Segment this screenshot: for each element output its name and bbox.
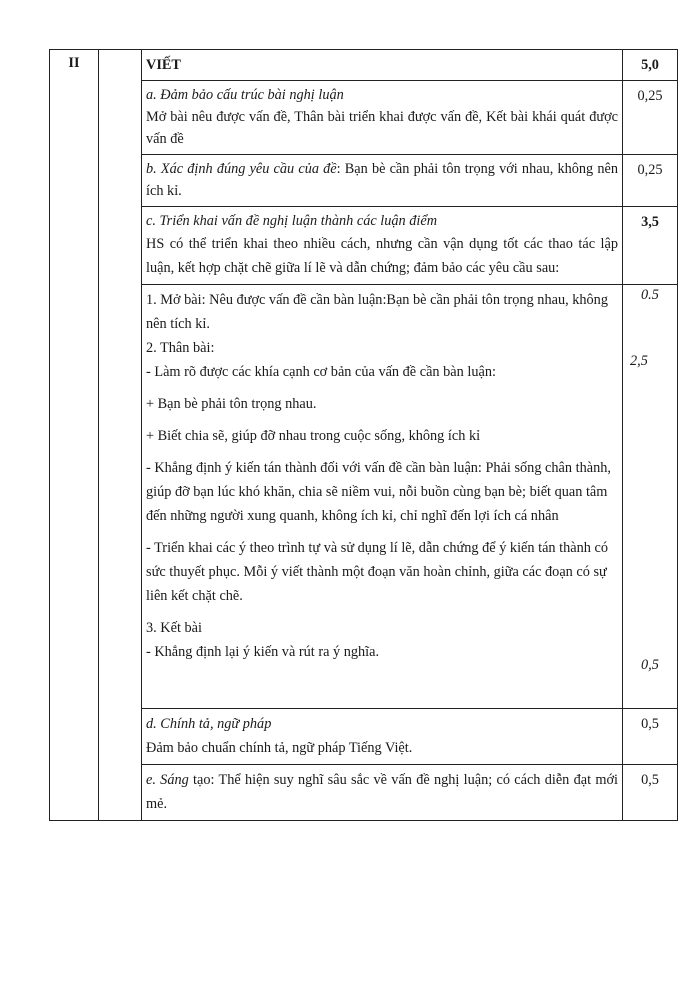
criterion-e-label: e. Sáng: [146, 772, 189, 788]
criterion-row-a: [50, 81, 678, 155]
detail-develop: - Triển khai các ý theo trình tự và sử dụng lí lẽ, dẫn chứng để ý kiến tán thành có sức thuyết phục. Mỗi ý viết thành một đoạn văn hoàn chỉnh, giữa các đoạn có sự liên kết chặt chẽ.: [146, 540, 608, 604]
score-close: 0,5: [641, 657, 659, 673]
criterion-b-score: 0,25: [623, 155, 678, 207]
criterion-c-text: HS có thể triển khai theo nhiều cách, nhưng cần vận dụng tốt các thao tác lập luận, kết hợp chặt chẽ giữa lí lẽ và dẫn chứng; đảm bảo các yêu cầu sau:: [146, 236, 618, 276]
detail-affirm: - Khẳng định ý kiến tán thành đối với vấn đề cần bàn luận: Phải sống chân thành, giúp đỡ bạn lúc khó khăn, chia sẽ niềm vui, nỗi buồn cùng bạn bè; biết quan tâm đến những người xung quanh, không ích kỉ, chỉ nghĩ đến lợi ích cá nhân: [146, 460, 611, 524]
criterion-d-score: 0,5: [623, 709, 678, 765]
criterion-b-label: b. Xác định đúng yêu cầu của đề: [146, 161, 337, 177]
empty-cell: [99, 50, 142, 821]
criterion-detail-content: [142, 285, 623, 709]
criterion-a-text: Mở bài nêu được vấn đề, Thân bài triển khai được vấn đề, Kết bài khái quát được vấn đề: [146, 109, 618, 147]
score-open: 0.5: [641, 287, 659, 303]
criterion-b-text: : Bạn bè cần phải tôn trọng với nhau, không nên ích kỉ.: [146, 161, 618, 199]
criterion-c-label: c. Triển khai vấn đề nghị luận thành các luận điểm: [146, 213, 438, 229]
criterion-c-content: [142, 207, 623, 285]
detail-open: 1. Mở bài: Nêu được vấn đề cần bàn luận:Bạn bè cần phải tôn trọng nhau, không nên tích kỉ.: [146, 292, 608, 332]
criterion-detail-scores: [623, 285, 678, 709]
score-body: 2,5: [630, 353, 648, 369]
section-total-score: 5,0: [623, 50, 678, 81]
detail-point-1: + Bạn bè phải tôn trọng nhau.: [146, 396, 317, 412]
detail-body-heading: 2. Thân bài:: [146, 340, 215, 356]
criterion-b-content: [142, 155, 623, 207]
criterion-e-text: tạo: Thể hiện suy nghĩ sâu sắc về vấn đề nghị luận; có cách diễn đạt mới mẻ.: [146, 772, 618, 812]
detail-body-intro: - Làm rõ được các khía cạnh cơ bản của vấn đề cần bàn luận:: [146, 364, 496, 380]
criterion-row-d: [50, 709, 678, 765]
criterion-a-label: a. Đảm bảo cấu trúc bài nghị luận: [146, 87, 344, 103]
criterion-row-c: [50, 207, 678, 285]
section-number: II: [50, 50, 99, 821]
criterion-d-text: Đảm bảo chuẩn chính tả, ngữ pháp Tiếng Việt.: [146, 740, 413, 756]
criterion-e-score: 0,5: [623, 765, 678, 821]
criterion-a-score: 0,25: [623, 81, 678, 155]
criterion-c-score: 3,5: [623, 207, 678, 285]
section-title: VIẾT: [142, 50, 623, 81]
criterion-e-content: [142, 765, 623, 821]
detail-point-2: + Biết chia sẽ, giúp đỡ nhau trong cuộc sống, không ích kỉ: [146, 428, 481, 444]
grading-table: [49, 49, 678, 821]
criterion-d-label: d. Chính tả, ngữ pháp: [146, 716, 272, 732]
criterion-d-content: [142, 709, 623, 765]
section-header-row: [50, 50, 678, 81]
criterion-a-content: [142, 81, 623, 155]
detail-close-heading: 3. Kết bài: [146, 620, 202, 636]
criterion-row-detail: [50, 285, 678, 709]
criterion-row-b: [50, 155, 678, 207]
detail-close-text: - Khẳng định lại ý kiến và rút ra ý nghĩa.: [146, 644, 380, 660]
criterion-row-e: [50, 765, 678, 821]
